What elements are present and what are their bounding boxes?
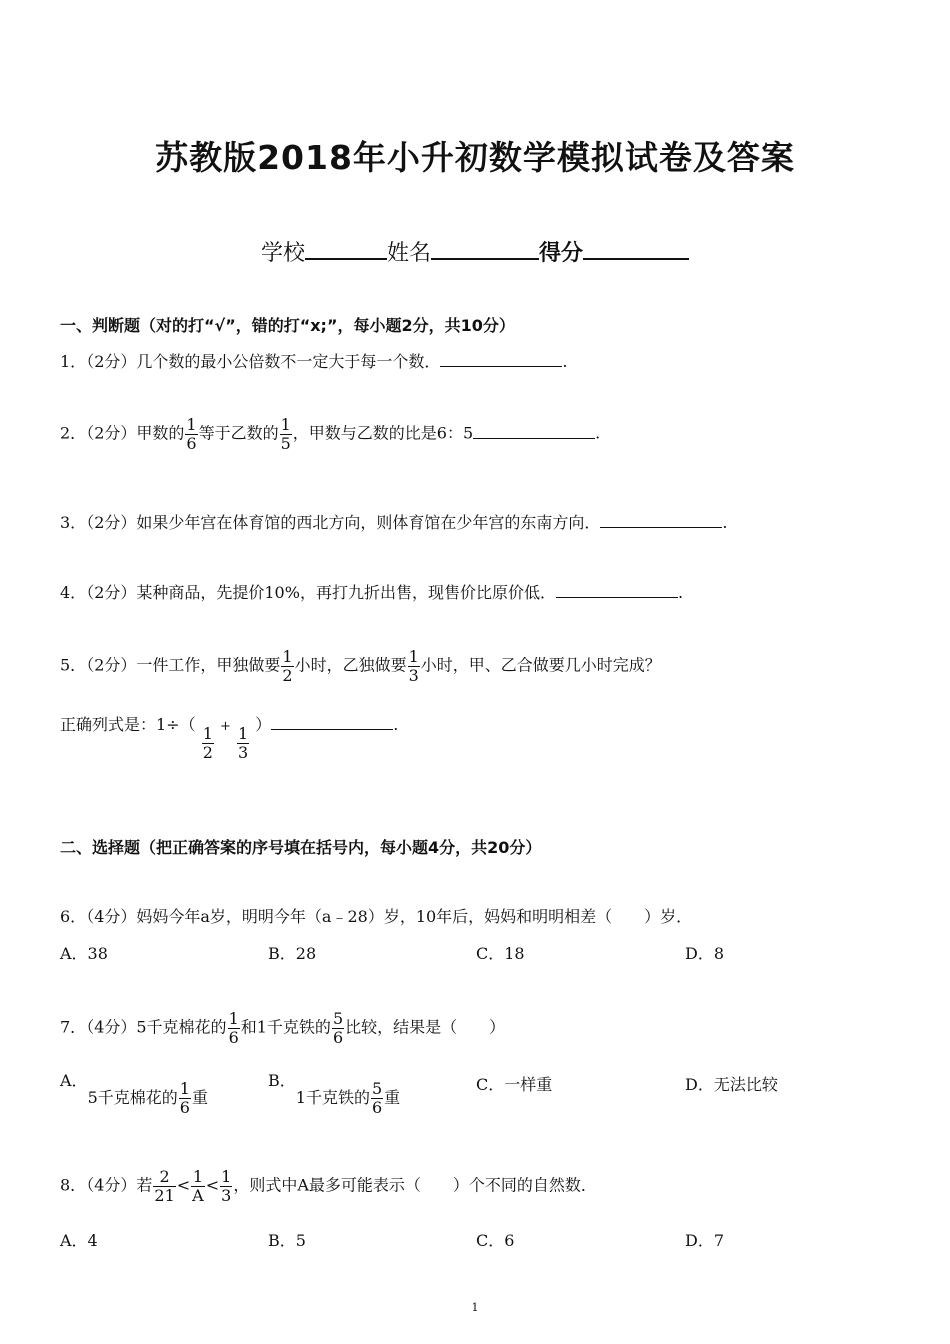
q8-points: （4分）	[86, 1175, 137, 1195]
q7-option-d[interactable]: D．无法比较	[685, 1075, 778, 1094]
q7-fraction-2	[332, 1010, 344, 1046]
school-blank[interactable]	[305, 238, 387, 260]
question-3	[60, 510, 727, 533]
question-2	[60, 416, 600, 452]
student-info-line	[0, 236, 950, 267]
q5-g1-den: 2	[202, 743, 213, 762]
score-blank[interactable]	[583, 238, 689, 260]
q4-answer-blank[interactable]	[556, 583, 678, 598]
q5-formula-fraction-2	[237, 725, 249, 761]
q5-plus: +	[219, 719, 231, 734]
q7-option-b-den: 6	[371, 1097, 383, 1117]
q3-points: （2分）	[86, 513, 137, 532]
q8-f2-den: A	[192, 1185, 204, 1205]
q6-points: （4分）	[86, 907, 137, 926]
q6-option-c[interactable]: C．18	[476, 944, 525, 963]
q1-number: 1．	[60, 352, 87, 371]
q5-answer-blank[interactable]	[271, 715, 393, 730]
q3-end: .	[722, 513, 728, 532]
q5-text-b: 小时，乙独做要	[294, 655, 407, 675]
q5-fraction-2	[408, 648, 420, 684]
q5-f2-den: 3	[408, 665, 419, 685]
q8-number: 8．	[60, 1175, 87, 1195]
q6-text: 妈妈今年a岁，明明今年（a﹣28）岁，10年后，妈妈和明明相差（ ）岁．	[136, 907, 693, 926]
q2-f1-num: 1	[186, 415, 197, 434]
q8-less-than-1: <	[176, 1175, 191, 1195]
q8-f3-den: 3	[221, 1185, 232, 1205]
q4-end: .	[677, 583, 684, 602]
question-4	[60, 580, 683, 603]
q3-number: 3．	[60, 513, 87, 532]
q7-option-a-den: 6	[179, 1097, 190, 1117]
q7-option-a-text: 5千克棉花的	[87, 1087, 178, 1107]
q4-number: 4．	[60, 583, 87, 602]
q8-less-than-2: <	[205, 1175, 220, 1195]
q7-fraction-1	[228, 1010, 240, 1046]
q7-option-b-label: B．	[268, 1071, 296, 1090]
q8-f3-num: 1	[221, 1167, 232, 1186]
q5-g2-den: 3	[237, 743, 249, 762]
q5-g2-num: 1	[237, 724, 249, 744]
q5-end: .	[393, 715, 399, 734]
q7-text-b: 和1千克铁的	[240, 1017, 331, 1037]
q2-points: （2分）	[86, 423, 137, 443]
q1-answer-blank[interactable]	[440, 352, 562, 367]
q5-number: 5．	[60, 655, 87, 675]
q1-text: 几个数的最小公倍数不一定大于每一个数．	[136, 352, 441, 371]
q7-option-b-suffix: 重	[384, 1087, 401, 1107]
q7-text-c: 比较，结果是（ ）	[345, 1017, 506, 1037]
q8-text-a: 若	[136, 1175, 153, 1195]
q2-text-a: 甲数的	[136, 423, 185, 443]
question-5	[60, 648, 661, 684]
q5-g1-num: 1	[202, 724, 213, 744]
q1-end: .	[562, 352, 568, 371]
q7-option-a-label: A．	[60, 1071, 88, 1090]
section-2-heading: 二、选择题（把正确答案的序号填在括号内，每小题4分，共20分）	[60, 838, 542, 857]
question-5-formula	[60, 712, 398, 762]
question-6	[60, 904, 692, 927]
page-number: 1	[471, 1301, 479, 1314]
q8-fraction-3	[220, 1168, 232, 1204]
q8-option-a[interactable]: A．4	[60, 1231, 98, 1250]
q2-end: .	[595, 423, 601, 443]
q5-f2-num: 1	[408, 647, 419, 666]
q5-formula-start: 正确列式是：1÷（	[60, 715, 196, 734]
section-1-heading: 一、判断题（对的打“√”，错的打“x;”，每小题2分，共10分）	[60, 316, 515, 335]
q6-number: 6．	[60, 907, 87, 926]
q2-answer-blank[interactable]	[473, 424, 595, 439]
q7-option-a-suffix: 重	[191, 1087, 208, 1107]
q5-formula-fraction-1	[202, 725, 214, 761]
q7-option-b-fraction	[371, 1080, 383, 1116]
q8-fraction-1	[153, 1168, 175, 1204]
question-1	[60, 349, 567, 372]
q7-f1-num: 1	[228, 1009, 239, 1028]
q7-text-a: 5千克棉花的	[136, 1017, 227, 1037]
q7-option-b[interactable]	[268, 1068, 401, 1117]
q7-option-b-num: 5	[371, 1079, 383, 1098]
q2-f2-den: 5	[280, 433, 291, 453]
q2-fraction-1	[185, 416, 197, 452]
q8-text-b: ，则式中A最多可能表示（ ）个不同的自然数．	[233, 1175, 597, 1195]
q7-option-a[interactable]	[60, 1068, 208, 1117]
q6-option-d[interactable]: D．8	[685, 944, 725, 963]
q7-option-a-num: 1	[179, 1079, 190, 1098]
q4-text: 某种商品，先提价10%，再打九折出售，现售价比原价低．	[136, 583, 556, 602]
q2-f2-num: 1	[280, 415, 291, 434]
q8-fraction-2	[191, 1168, 205, 1204]
q2-number: 2．	[60, 423, 87, 443]
name-label: 姓名	[386, 241, 431, 266]
q7-points: （4分）	[86, 1017, 137, 1037]
q3-answer-blank[interactable]	[600, 513, 722, 528]
q5-points: （2分）	[86, 655, 137, 675]
q6-option-b[interactable]: B．28	[268, 944, 317, 963]
q3-text: 如果少年宫在体育馆的西北方向，则体育馆在少年宫的东南方向．	[136, 513, 601, 532]
q1-points: （2分）	[86, 352, 137, 371]
q7-f2-den: 6	[332, 1027, 344, 1047]
q5-f1-den: 2	[282, 665, 293, 685]
q5-f1-num: 1	[282, 647, 293, 666]
q5-fraction-1	[281, 648, 293, 684]
q5-formula-end: ）	[255, 715, 272, 734]
q8-f1-den: 21	[154, 1185, 175, 1205]
q7-option-a-fraction	[179, 1080, 191, 1116]
q8-option-d[interactable]: D．7	[685, 1231, 725, 1250]
score-label: 得分	[539, 241, 584, 266]
q2-text-b: 等于乙数的	[198, 423, 279, 443]
page-title: 苏教版2018年小升初数学模拟试卷及答案	[155, 138, 795, 177]
school-label: 学校	[260, 241, 305, 266]
q8-option-b[interactable]: B．5	[268, 1231, 306, 1250]
question-7	[60, 1010, 505, 1046]
q7-f1-den: 6	[228, 1027, 239, 1047]
q8-f2-num: 1	[192, 1167, 204, 1186]
q2-fraction-2	[280, 416, 292, 452]
q7-number: 7．	[60, 1017, 87, 1037]
q8-f1-num: 2	[153, 1168, 175, 1187]
q5-text-c: 小时，甲、乙合做要几小时完成？	[420, 655, 661, 675]
q5-text-a: 一件工作，甲独做要	[136, 655, 281, 675]
q8-option-c[interactable]: C．6	[476, 1231, 515, 1250]
q4-points: （2分）	[86, 583, 137, 602]
q2-text-c: ，甲数与乙数的比是6：5	[292, 423, 474, 443]
q2-f1-den: 6	[186, 433, 197, 453]
q7-option-c[interactable]: C．一样重	[476, 1075, 553, 1094]
q7-option-b-text: 1千克铁的	[295, 1087, 370, 1107]
q6-option-a[interactable]: A．38	[60, 944, 108, 963]
q7-f2-num: 5	[332, 1009, 344, 1028]
question-8	[60, 1168, 597, 1204]
name-blank[interactable]	[431, 238, 539, 260]
